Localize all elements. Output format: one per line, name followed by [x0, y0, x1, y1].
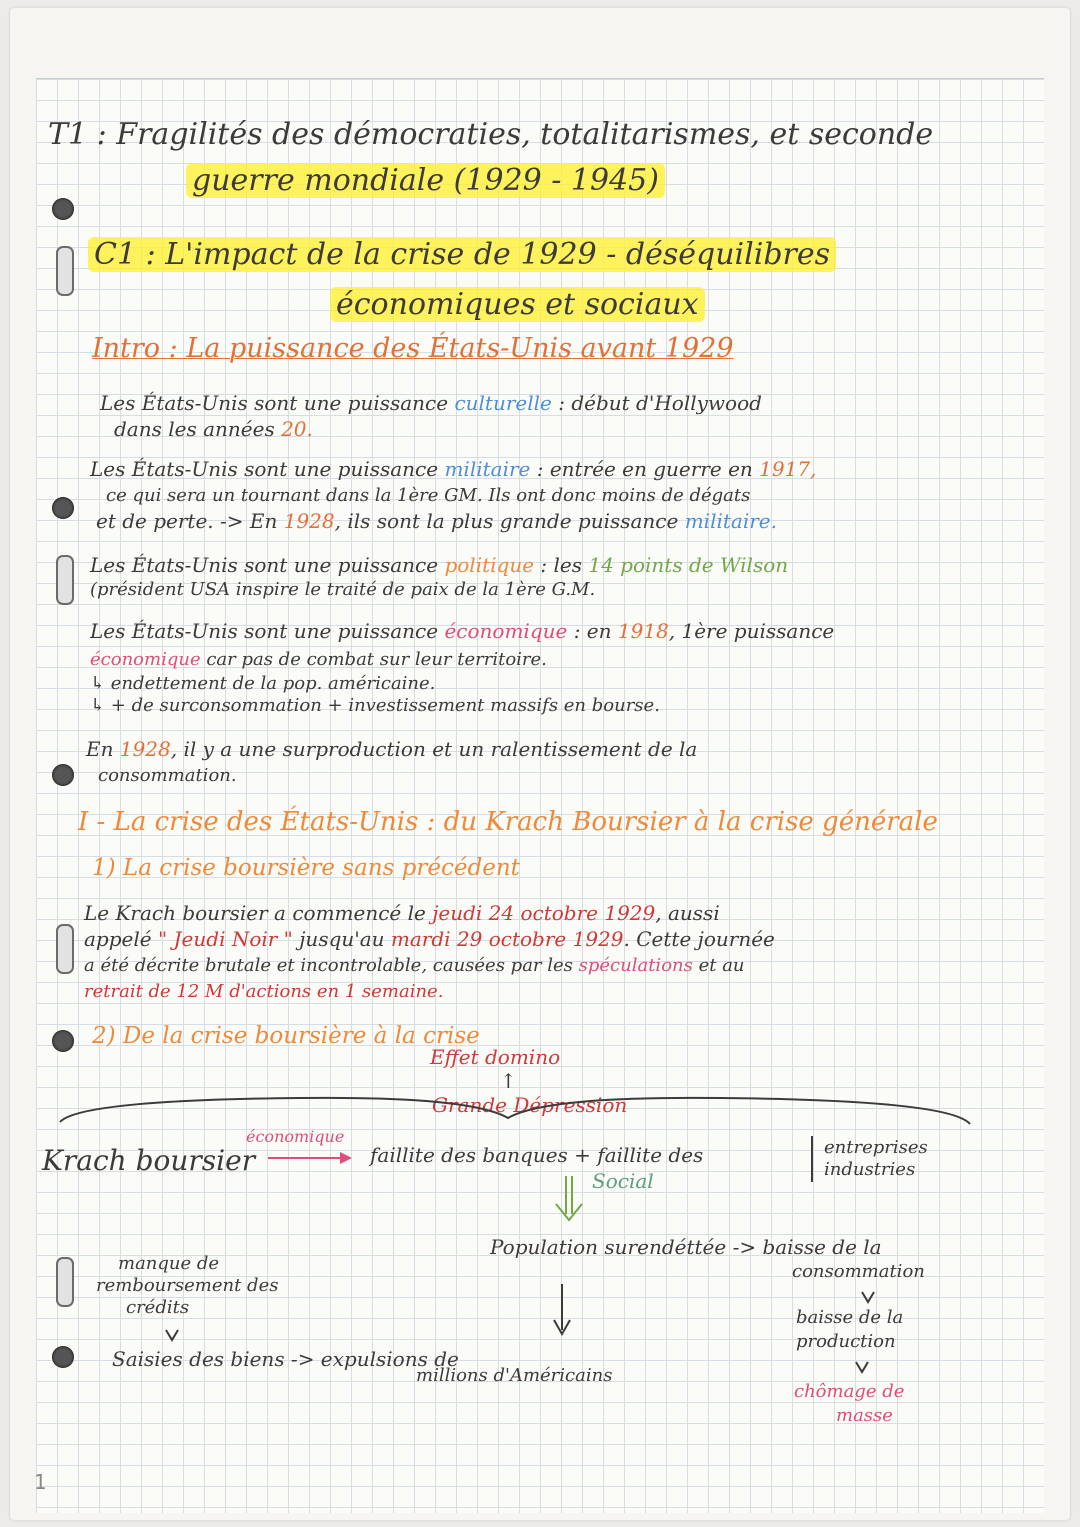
section1-sub1: 1) La crise boursière sans précédent	[92, 855, 520, 881]
section1-p1-line1: Le Krach boursier a commencé le jeudi 24 octobre 1929, aussi	[84, 901, 720, 925]
economic-arrowhead	[340, 1152, 352, 1164]
brace-line	[60, 1098, 970, 1124]
diagram-manque-1: manque de	[118, 1253, 220, 1274]
intro-p3-line1: Les États-Unis sont une puissance politique : les 14 points de Wilson	[90, 553, 789, 577]
diagram-domino: Effet domino	[430, 1045, 561, 1069]
intro-p1-line2: dans les années 20.	[114, 417, 313, 441]
diagram-manque-3: crédits	[126, 1297, 190, 1318]
section1-p1-line2: appelé " Jeudi Noir " jusqu'au mardi 29 octobre 1929. Cette journée	[84, 927, 775, 951]
section1-sub2: 2) De la crise boursière à la crise	[92, 1023, 480, 1049]
theme-title-line2: guerre mondiale (1929 - 1945)	[186, 164, 665, 197]
intro-p2-line3: et de perte. -> En 1928, ils sont la plus grande puissance militaire.	[96, 509, 777, 533]
diagram-saisies: Saisies des biens -> expulsions de	[112, 1347, 459, 1371]
theme-title-line1: T1 : Fragilités des démocraties, totalitarismes, et seconde	[48, 117, 934, 152]
intro-p2-line2: ce qui sera un tournant dans la 1ère GM. Ils ont donc moins de dégats	[106, 485, 751, 506]
intro-p4-line2: économique car pas de combat sur leur territoire.	[90, 649, 547, 670]
diagram-social: Social	[592, 1169, 654, 1193]
intro-p5-line2: consommation.	[98, 765, 237, 786]
diagram-baisse-prod-1: baisse de la	[796, 1307, 904, 1328]
diagram-entreprises: entreprises	[824, 1137, 928, 1158]
diagram-chomage-1: chômage de	[794, 1381, 905, 1402]
diagram-depression: Grande Dépression	[432, 1093, 628, 1117]
section1-heading: I - La crise des États-Unis : du Krach Boursier à la crise générale	[78, 807, 938, 837]
chapter-title-line1: C1 : L'impact de la crise de 1929 - déséquilibres	[88, 238, 836, 271]
arrow-up-icon: ↑	[500, 1069, 517, 1093]
diagram-population: Population surendéttée -> baisse de la	[490, 1235, 882, 1259]
page-number: 1	[34, 1470, 47, 1494]
section1-p1-line3: a été décrite brutale et incontrolable, causées par les spéculations et au	[84, 955, 745, 976]
diagram-manque-2: remboursement des	[96, 1275, 279, 1296]
diagram-chomage-2: masse	[836, 1405, 893, 1426]
diagram-industries: industries	[824, 1159, 916, 1180]
intro-p4-line4: ↳ + de surconsommation + investissement massifs en bourse.	[90, 695, 660, 716]
intro-p5-line1: En 1928, il y a une surproduction et un ralentissement de la	[86, 737, 698, 761]
intro-heading: Intro : La puissance des États-Unis avant 1929	[92, 333, 734, 364]
intro-p1-line1: Les États-Unis sont une puissance culturelle : début d'Hollywood	[100, 391, 762, 415]
intro-p4-line3: ↳ endettement de la pop. américaine.	[90, 673, 436, 694]
diagram-baisse-prod-2: production	[796, 1331, 896, 1352]
diagram-faillite: faillite des banques + faillite des	[370, 1143, 704, 1167]
diagram-krach: Krach boursier	[42, 1144, 256, 1177]
diagram-consommation: consommation	[792, 1261, 925, 1282]
intro-p3-line2: (président USA inspire le traité de paix de la 1ère G.M.	[90, 579, 596, 600]
chapter-title-line2: économiques et sociaux	[330, 288, 705, 321]
section1-p1-line4: retrait de 12 M d'actions en 1 semaine.	[84, 981, 444, 1002]
intro-p2-line1: Les États-Unis sont une puissance militaire : entrée en guerre en 1917,	[90, 457, 817, 481]
diagram-millions: millions d'Américains	[416, 1365, 613, 1386]
intro-p4-line1: Les États-Unis sont une puissance économique : en 1918, 1ère puissance	[90, 619, 835, 643]
diagram-economique: économique	[246, 1127, 345, 1146]
